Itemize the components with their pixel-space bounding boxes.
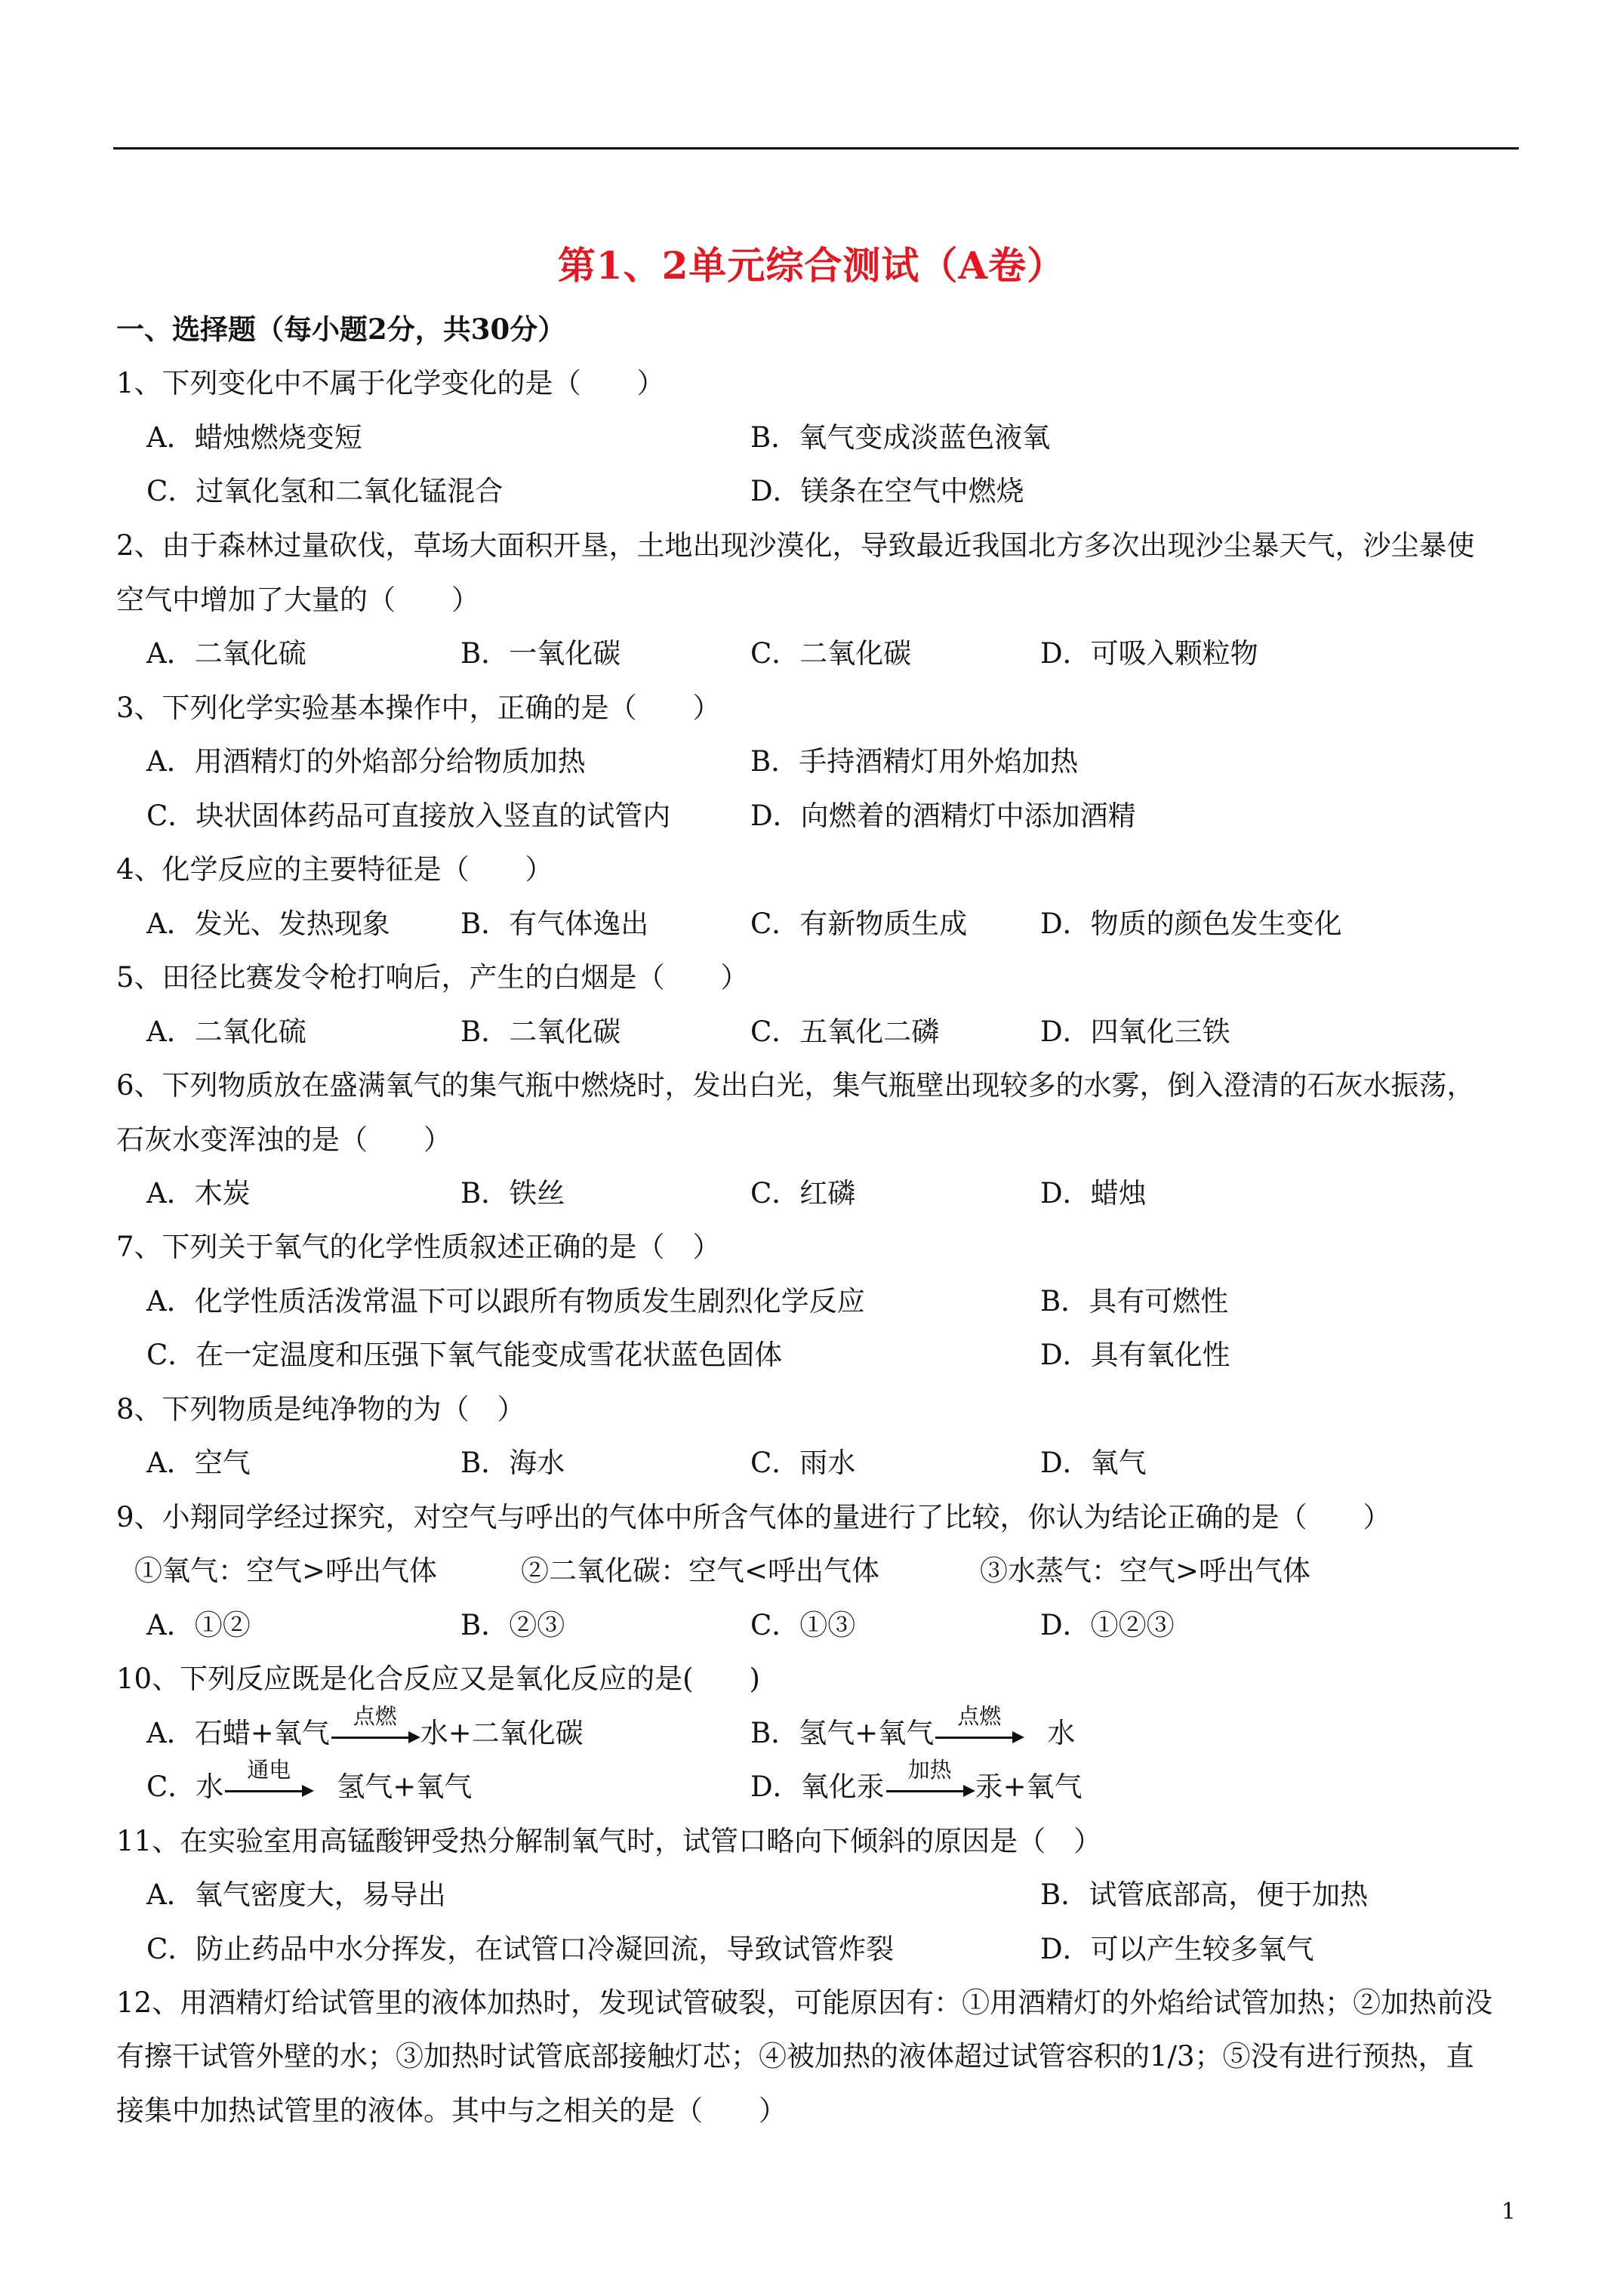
q11-option-b: B．试管底部高，便于加热 — [1040, 1878, 1369, 1911]
q7-option-c: C．在一定温度和压强下氧气能变成雪花状蓝色固体 — [146, 1339, 783, 1371]
q7-option-a: A．化学性质活泼常温下可以跟所有物质发生剧烈化学反应 — [146, 1285, 865, 1318]
q11-option-d: D．可以产生较多氧气 — [1040, 1933, 1314, 1965]
q11-option-a: A．氧气密度大，易导出 — [146, 1878, 446, 1911]
q7-option-d: D．具有氧化性 — [1040, 1339, 1230, 1371]
q9-option-c: C．①③ — [750, 1609, 856, 1641]
question-9: 9、小翔同学经过探究，对空气与呼出的气体中所含气体的量进行了比较，你认为结论正确的是（ ） — [116, 1501, 1391, 1533]
page-title: 第1、2单元综合测试（A卷） — [557, 243, 1066, 288]
question-7: 7、下列关于氧气的化学性质叙述正确的是（ ） — [116, 1231, 721, 1263]
reaction-arrow — [223, 1757, 337, 1805]
q3-option-d: D．向燃着的酒精灯中添加酒精 — [750, 800, 1136, 832]
q5-option-d: D．四氧化三铁 — [1040, 1015, 1230, 1048]
q9-statement-1: ①氧气：空气>呼出气体 — [134, 1555, 438, 1587]
reaction-condition: 通电 — [247, 1757, 291, 1783]
q1-option-d: D．镁条在空气中燃烧 — [750, 475, 1024, 507]
q2-option-a: A．二氧化硫 — [146, 637, 306, 670]
q6-option-a: A．木炭 — [146, 1177, 251, 1210]
q9-statement-3: ③水蒸气：空气>呼出气体 — [980, 1555, 1311, 1587]
question-12-line3: 接集中加热试管里的液体。其中与之相关的是（ ） — [116, 2094, 787, 2127]
q9-statement-2: ②二氧化碳：空气<呼出气体 — [521, 1555, 880, 1587]
q8-option-c: C．雨水 — [750, 1447, 856, 1479]
q1-option-a: A．蜡烛燃烧变短 — [146, 421, 362, 454]
q3-option-a: A．用酒精灯的外焰部分给物质加热 — [146, 745, 586, 778]
q8-option-a: A．空气 — [146, 1447, 251, 1479]
reaction-arrow — [934, 1703, 1047, 1752]
q4-option-d: D．物质的颜色发生变化 — [1040, 908, 1342, 940]
q9-option-a: A．①② — [146, 1609, 251, 1641]
q4-option-c: C．有新物质生成 — [750, 908, 968, 940]
q10-b-reactants: B．氢气+氧气 — [750, 1717, 935, 1749]
q2-option-b: B．一氧化碳 — [460, 637, 621, 670]
q10-option-a — [146, 1703, 584, 1752]
question-1: 1、下列变化中不属于化学变化的是（ ） — [116, 367, 665, 399]
reaction-arrow — [330, 1703, 420, 1752]
q7-option-b: B．具有可燃性 — [1040, 1285, 1229, 1318]
q10-option-d — [750, 1757, 1083, 1805]
q1-option-b: B．氧气变成淡蓝色液氧 — [750, 421, 1051, 454]
q3-option-c: C．块状固体药品可直接放入竖直的试管内 — [146, 800, 671, 832]
header-rule — [113, 147, 1519, 149]
reaction-arrow — [885, 1757, 975, 1805]
q10-option-b — [750, 1703, 1076, 1752]
q10-d-reactants: D．氧化汞 — [750, 1771, 885, 1803]
question-12-line1: 12、用酒精灯给试管里的液体加热时，发现试管破裂，可能原因有：①用酒精灯的外焰给试管加热；②加热前没 — [116, 1986, 1493, 2019]
question-12-line2: 有擦干试管外壁的水；③加热时试管底部接触灯芯；④被加热的液体超过试管容积的1/3；⑤没有进行预热，直 — [116, 2040, 1474, 2073]
q10-option-c — [146, 1757, 473, 1805]
question-4: 4、化学反应的主要特征是（ ） — [116, 853, 553, 886]
q10-a-reactants: A．石蜡+氧气 — [146, 1717, 330, 1749]
q5-option-b: B．二氧化碳 — [460, 1015, 621, 1048]
question-10: 10、下列反应既是化合反应又是氧化反应的是( ) — [116, 1663, 760, 1695]
question-6-line1: 6、下列物质放在盛满氧气的集气瓶中燃烧时，发出白光，集气瓶壁出现较多的水雾，倒入澄清的石灰水振荡， — [116, 1069, 1475, 1102]
q6-option-b: B．铁丝 — [460, 1177, 565, 1210]
q4-option-a: A．发光、发热现象 — [146, 908, 390, 940]
page-number: 1 — [1501, 2199, 1516, 2225]
q5-option-a: A．二氧化硫 — [146, 1015, 306, 1048]
question-3: 3、下列化学实验基本操作中，正确的是（ ） — [116, 692, 721, 724]
q6-option-d: D．蜡烛 — [1040, 1177, 1147, 1210]
q8-option-b: B．海水 — [460, 1447, 565, 1479]
q4-option-b: B．有气体逸出 — [460, 908, 649, 940]
q9-option-b: B．②③ — [460, 1609, 565, 1641]
q6-option-c: C．红磷 — [750, 1177, 856, 1210]
section-heading: 一、选择题（每小题2分，共30分） — [116, 313, 566, 346]
q2-option-d: D．可吸入颗粒物 — [1040, 637, 1258, 670]
q11-option-c: C．防止药品中水分挥发，在试管口冷凝回流，导致试管炸裂 — [146, 1933, 895, 1965]
q9-option-d: D．①②③ — [1040, 1609, 1175, 1641]
q3-option-b: B．手持酒精灯用外焰加热 — [750, 745, 1079, 778]
question-2-line2: 空气中增加了大量的（ ） — [116, 584, 479, 616]
q10-c-products: 氢气+氧气 — [337, 1771, 473, 1803]
question-11: 11、在实验室用高锰酸钾受热分解制氧气时，试管口略向下倾斜的原因是（ ） — [116, 1825, 1102, 1857]
q1-option-c: C．过氧化氢和二氧化锰混合 — [146, 475, 504, 507]
q10-b-products: 水 — [1047, 1717, 1076, 1749]
q10-c-reactants: C．水 — [146, 1771, 224, 1803]
q10-d-products: 汞+氧气 — [975, 1771, 1083, 1803]
question-6-line2: 石灰水变浑浊的是（ ） — [116, 1123, 451, 1156]
question-2-line1: 2、由于森林过量砍伐，草场大面积开垦，土地出现沙漠化，导致最近我国北方多次出现沙尘暴天气，沙尘暴使 — [116, 529, 1475, 562]
q10-a-products: 水+二氧化碳 — [420, 1717, 584, 1749]
reaction-condition: 加热 — [907, 1757, 952, 1783]
question-8: 8、下列物质是纯净物的为（ ） — [116, 1393, 525, 1425]
q8-option-d: D．氧气 — [1040, 1447, 1147, 1479]
reaction-condition: 点燃 — [957, 1703, 1002, 1729]
question-5: 5、田径比赛发令枪打响后，产生的白烟是（ ） — [116, 961, 749, 994]
q5-option-c: C．五氧化二磷 — [750, 1015, 940, 1048]
reaction-condition: 点燃 — [353, 1703, 397, 1729]
q2-option-c: C．二氧化碳 — [750, 637, 912, 670]
